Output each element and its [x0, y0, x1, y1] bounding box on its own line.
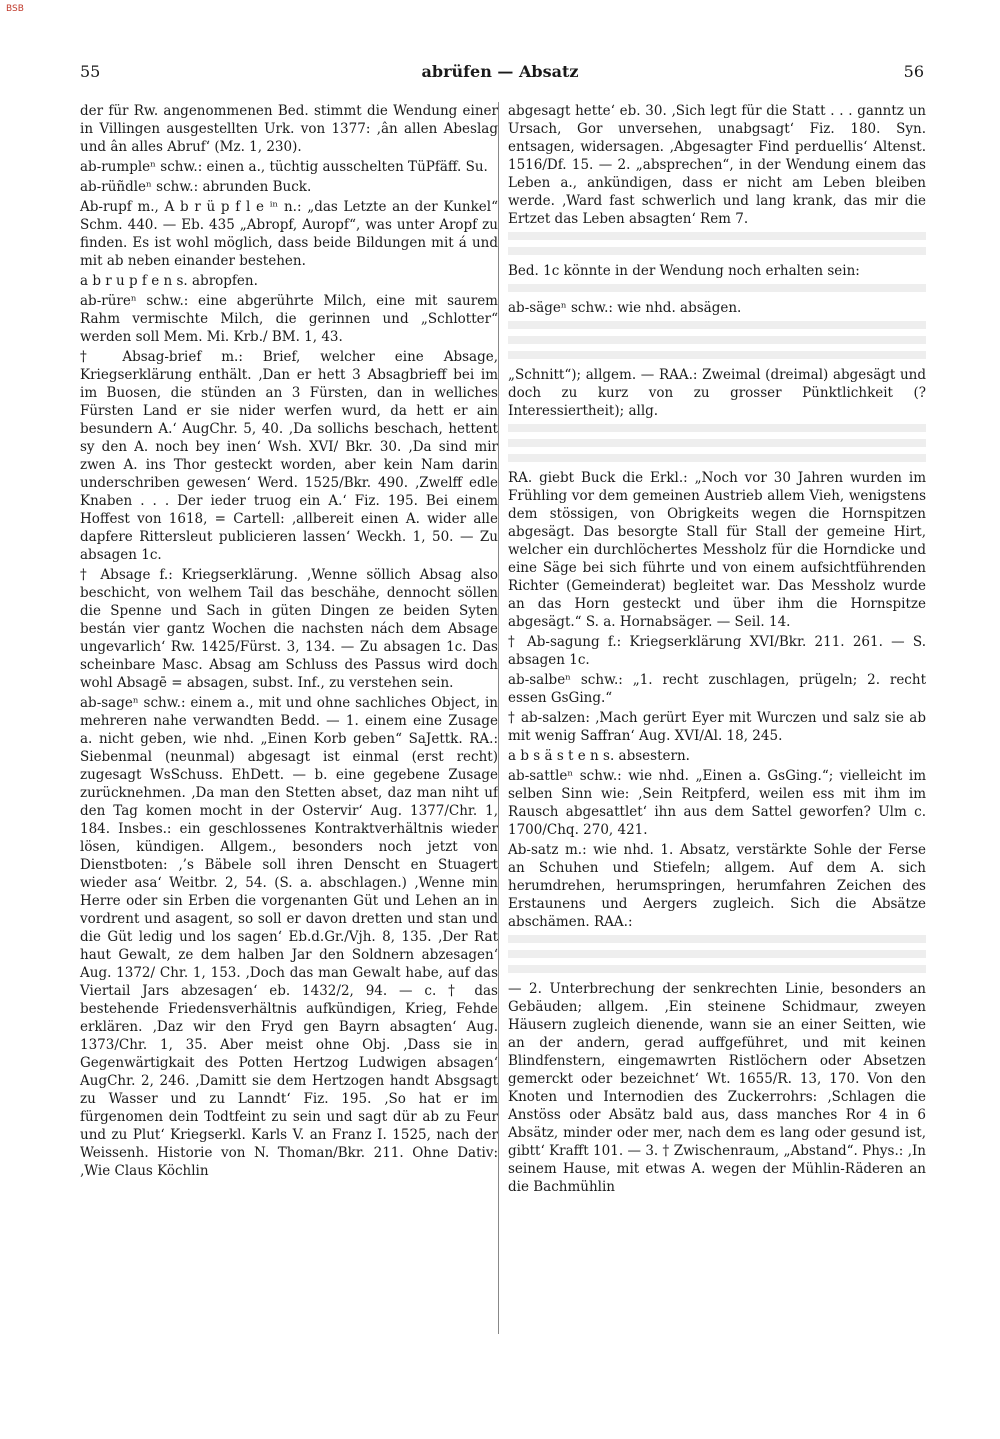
- unread-line: [508, 935, 926, 943]
- right-column: [508, 102, 926, 1198]
- unread-line: [508, 454, 926, 462]
- page-number-left: 55: [80, 62, 101, 81]
- unread-line: [508, 336, 926, 344]
- right-column-paragraph: — 2. Unterbrechung der senkrechten Linie, besonders an Gebäuden; allgem. ‚Ein steinene Schidmaur, zweyen Häusern zugleich dienende, wann sie an einer Seitten, wie an der andern, gerad auffgeführet, und mit keinen Blindfenstern, eingemawrten Ristlöchern oder Absetzen gemerckt oder bezeichnet‘ Wt. 1655/R. 13, 170. Von den Knoten und Internodien des Zuckerrohrs: ‚Schlagen die Anstöss oder Absätz bald aus, dass manches Ror 4 in 6 Absätz, minder oder mer, nach dem es lang oder gesund ist, gibtt‘ Krafft 101. — 3. † Zwischenraum, „Abstand“. Phys.: ‚In seinem Hause, mit etwas A. wegen der Mühlin-Räderen an die Bachmühlin: [508, 981, 926, 1195]
- right-column-paragraph: a b s ä s t e n s. absestern.: [508, 748, 690, 764]
- page-number-right: 56: [903, 62, 924, 81]
- left-column-paragraph: Ab-rupf m., A b r ü p f l e ⁱⁿ n.: „das Letzte an der Kunkel“ Schm. 440. — Eb. 435 „Abropf, Auropf“, was unter Aropf zu finden. Es ist wohl möglich, dass beide Bildungen mit á und mit ab neben einander bestehen.: [80, 199, 498, 269]
- right-column-paragraph: abgesagt hette‘ eb. 30. ‚Sich legt für die Statt . . . ganntz un Ursach, Gor unversehen, unabgsagt‘ Fiz. 180. Syn. entsagen, widersagen. ‚Abgesagter Find perduellis‘ Altenst. 1516/Df. 15. — 2. „absprechen“, in der Wendung einem das Leben a., ankündigen, dass er nicht am Leben bleiben werde. ‚Ward fast schwerlich und lang krank, das mir die Ertzet das Leben absagten‘ Rem 7.: [508, 103, 926, 227]
- unread-line: [508, 950, 926, 958]
- running-head: abrüfen — Absatz: [421, 62, 579, 81]
- left-column-paragraph: a b r u p f e n s. abropfen.: [80, 273, 258, 289]
- left-column-paragraph: der für Rw. angenommenen Bed. stimmt die Wendung einer in Villingen ausgestellten Urk. von 1377: ‚ân allen Abeslag und ân alles Abruf‘ (Mz. 1, 230).: [80, 103, 498, 155]
- left-column-paragraph: ab-rüreⁿ schw.: eine abgerührte Milch, eine mit saurem Rahm vermischte Milch, die gerinnen und „Schlotter“ werden soll Mem. Mi. Krb./ BM. 1, 43.: [80, 293, 498, 345]
- left-column: [80, 102, 498, 1182]
- left-column-paragraph: ab-rumpleⁿ schw.: einen a., tüchtig ausschelten TüPfäff. Su.: [80, 159, 488, 175]
- right-column-paragraph: Ab-satz m.: wie nhd. 1. Absatz, verstärkte Sohle der Ferse an Schuhen und Stiefeln; allgem. Auf dem A. sich herumdrehen, herumspringen, herumfahren Zeichen des Erstaunens und Aergers zugleich. Sich die Absätze abschämen. RAA.:: [508, 842, 926, 930]
- left-column-paragraph: † Absag-brief m.: Brief, welcher eine Absage, Kriegserklärung enthält. ‚Dan er hett 3 Absagbrieff bei im im Buosen, die stünden an 3 Fürsten, dan in welliches Fürsten Land er sie nider werfen wurd, da hett er ain besundern A.‘ AugChr. 5, 40. ‚Da sollichs beschach, hettent sy den A. noch bey inen‘ Wsh. XVI/ Bkr. 30. ‚Da sind mir zwen A. ins Thor gesteckt worden, aber kein Nam darin underschriben gewesen‘ Werd. 1525/Bkr. 490. ‚Zwelff edle Knaben . . . Der ieder truog ein A.‘ Fiz. 195. Bei einem Hoffest von 1618, = Cartell: ‚allbereit einen A. wider alle dapfere Rittersleut publicieren lassen‘ Weckh. 1, 50. — Zu absagen 1c.: [80, 349, 498, 563]
- column-rule: [498, 102, 499, 1334]
- unread-line: [508, 965, 926, 973]
- unread-line: [508, 232, 926, 240]
- unread-line: [508, 284, 926, 292]
- left-column-paragraph: † Absage f.: Kriegserklärung. ‚Wenne söllich Absag also beschicht, von welhem Tail das beschähe, dennocht söllen die Spenne und Sach in güten Dingen ze beiden Syten bestán vier gantz Wochen die nachsten nách dem Absage ungevarlich‘ Rw. 1425/Fürst. 3, 134. — Zu absagen 1c. Das scheinbare Masc. Absag am Schluss des Passus wird doch wohl Absagē = absagen, subst. Inf., zu verstehen sein.: [80, 567, 498, 691]
- left-column-paragraph: ab-sageⁿ schw.: einem a., mit und ohne sachliches Object, in mehreren nahe verwandten Bedd. — 1. einem eine Zusage a. nicht geben, wie nhd. „Einen Korb geben“ SaJettk. RA.: Siebenmal (neunmal) abgesagt ist einmal (erst recht) zugesagt WsSchuss. EhDett. — b. eine gegebene Zusage zurücknehmen. ‚Da man den Stetten abset, daz man niht uf den Tag komen mocht in der Ostervir‘ Aug. 1377/Chr. 1, 184. Insbes.: ein geschlossenes Kontraktverhältnis wieder lösen, kündigen. Allgem., besonders noch jetzt von Dienstboten: ‚’s Bäbele soll ihren Denscht en Stuagert wieder asa‘ Weitbr. 2, 54. (S. a. abschlagen.) ‚Wenne min Herre oder sin Erben die vorgenanten Güt und Lehen an in vordrent und asagent, so soll er davon dretten und stan und die Güt ledig und los sagen‘ Eb.d.Gr./Vjh. 8, 135. ‚Der Rat haut Gewalt, ze dem halben Jar den Soldnern abzesagen‘ Aug. 1372/ Chr. 1, 153. ‚Doch das man Gewalt habe, auf das Viertail Jars abzesagen‘ eb. 1432/2, 94. — c. † das bestehende Friedensverhältnis aufkündigen, Krieg, Fehde erklären. ‚Daz wir den Fryd gen Bayrn absagten‘ Aug. 1373/Chr. 1, 35. Aber meist ohne Obj. ‚Dass sie in Gegenwärtigkait des Potten Hertzog Ludwigen absagen‘ AugChr. 2, 246. ‚Damitt sie dem Hertzogen handt Absgsagt zu Wasser und zu Lanndt‘ Fiz. 195. ‚So hat er im fürgenomen dein Todtfeint zu sein und sagt dür ab zu Feur und zu Plut‘ Kriegserkl. Karls V. an Franz I. 1525, nach der Weissenh. Historie von N. Thoman/Bkr. 211. Ohne Dativ: ‚Wie Claus Köchlin: [80, 695, 498, 1179]
- unread-line: [508, 439, 926, 447]
- unread-line: [508, 247, 926, 255]
- library-stamp: BSB: [6, 4, 24, 14]
- right-column-paragraph: Bed. 1c könnte in der Wendung noch erhalten sein:: [508, 263, 860, 279]
- right-column-paragraph: ab-salbeⁿ schw.: „1. recht zuschlagen, prügeln; 2. recht essen GsGing.“: [508, 672, 926, 706]
- right-column-paragraph: † ab-salzen: ‚Mach gerürt Eyer mit Wurczen und salz sie ab mit wenig Saffran‘ Aug. XVI/Al. 18, 245.: [508, 710, 926, 744]
- left-column-paragraph: ab-rüñdleⁿ schw.: abrunden Buck.: [80, 179, 312, 195]
- right-column-paragraph: RA. giebt Buck die Erkl.: „Noch vor 30 Jahren wurden im Frühling vor dem gemeinen Austrieb allem Vieh, wenigstens dem stössigen, von Obrigkeits wegen die Hornspitzen abgesägt. Das besorgte Stall für Stall der gemeine Hirt, welcher ein durchlöchertes Messholz für die Horndicke und eine Säge bei sich führte und von einem aufsichtführenden Richter (Gemeinderat) begleitet war. Das Messholz wurde an das Horn gesteckt und über ihm die Hornspitze abgesägt.“ S. a. Hornabsäger. — Seil. 14.: [508, 470, 926, 630]
- right-column-paragraph: ab-sägeⁿ schw.: wie nhd. absägen.: [508, 300, 742, 316]
- right-column-paragraph: ab-sattleⁿ schw.: wie nhd. „Einen a. GsGing.“; vielleicht im selben Sinn wie: ‚Sein Reitpferd, weilen ess mit ihm im Rausch abgesattlet‘ ihn aus dem Sattel geworfen? Ulm c. 1700/Chq. 270, 421.: [508, 768, 926, 838]
- unread-line: [508, 321, 926, 329]
- unread-line: [508, 424, 926, 432]
- right-column-paragraph: „Schnitt“); allgem. — RAA.: Zweimal (dreimal) abgesägt und doch zu kurz von zu grosser Pünktlichkeit (? Interessiertheit); allg.: [508, 367, 926, 419]
- right-column-paragraph: † Ab-sagung f.: Kriegserklärung XVI/Bkr. 211. 261. — S. absagen 1c.: [508, 634, 926, 668]
- unread-line: [508, 351, 926, 359]
